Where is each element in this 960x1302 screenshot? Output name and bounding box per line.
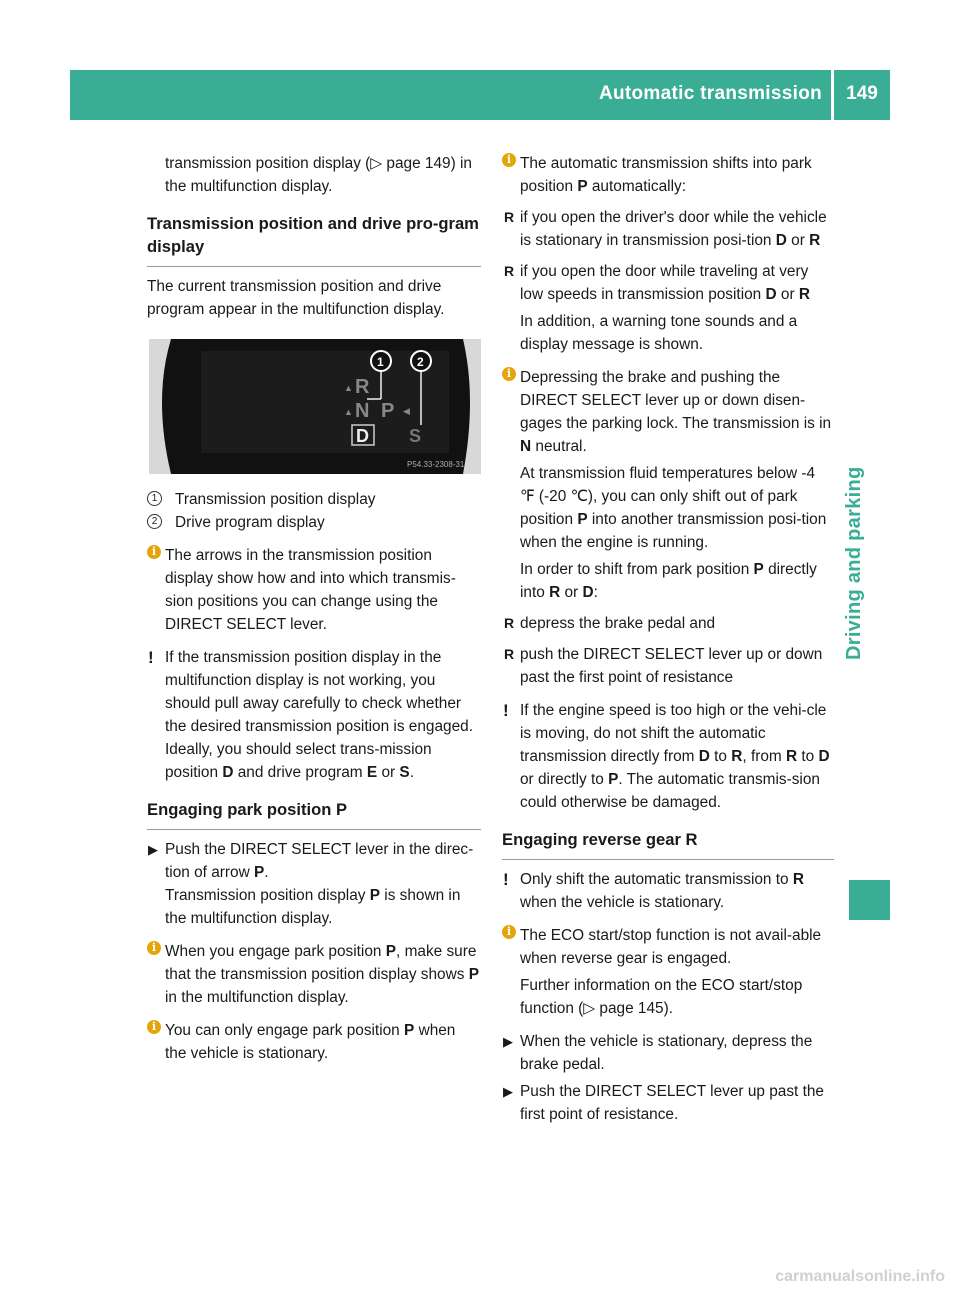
info-icon: i <box>147 1020 161 1034</box>
bullet-item <box>502 643 834 689</box>
bold-text: R <box>786 748 798 765</box>
bold-text: D <box>222 764 234 781</box>
info-icon: i <box>147 545 161 559</box>
info-note <box>147 1019 481 1065</box>
warning-icon: ! <box>148 648 154 667</box>
side-tab-title: Driving and parking <box>843 466 865 660</box>
step-item <box>502 1030 834 1076</box>
warning-text: . <box>409 764 414 781</box>
callout-2-label: 2 <box>417 355 424 369</box>
bold-text: N <box>520 438 532 455</box>
warning-text: or <box>377 764 400 781</box>
bold-text: R <box>731 748 743 765</box>
bold-text: R <box>809 232 821 249</box>
bullet-icon: R <box>504 646 515 662</box>
legend-text: Drive program display <box>175 514 325 531</box>
info-note <box>147 940 481 1009</box>
gear-label-n: N <box>355 400 370 422</box>
arrow-left-icon: ◀ <box>403 406 410 416</box>
info-note <box>502 152 834 198</box>
info-text: When you engage park position <box>165 943 386 960</box>
step-result <box>147 884 481 930</box>
legend-item <box>147 511 481 534</box>
info-text: into another transmission posi-tion when the engine is running. <box>520 511 827 551</box>
warning-note <box>147 646 481 784</box>
warning-text: or directly to <box>520 771 609 788</box>
info-text: The arrows in the transmission position display show how and into which transmis-sion positions you can change using the DIRECT SELECT lever. <box>165 547 456 633</box>
warning-text: Only shift the automatic transmission to <box>520 871 793 888</box>
info-paragraph <box>502 558 834 604</box>
info-text: : <box>593 584 598 601</box>
step-arrow-icon: ▶ <box>148 842 158 857</box>
callout-1-label: 1 <box>377 355 384 369</box>
info-text: In order to shift from park position <box>520 561 754 578</box>
bold-text: P <box>468 966 479 983</box>
intro-text: transmission position display (▷ page 149) in the multifunction display. <box>165 155 472 195</box>
warning-icon: ! <box>503 870 509 889</box>
warning-text: If the engine speed is too high or the vehi-cle is moving, do not shift the automatic transmission directly from <box>520 702 827 765</box>
step-text: When the vehicle is stationary, depress the brake pedal. <box>520 1033 813 1073</box>
bullet-text: if you open the door while traveling at very low speeds in transmission position <box>520 263 809 303</box>
bullet-item <box>502 612 834 635</box>
bullet-text: or <box>786 232 810 249</box>
warning-text: and drive program <box>233 764 367 781</box>
info-icon: i <box>502 153 516 167</box>
warning-text: . The automatic transmis-sion could otherwise be damaged. <box>520 771 820 811</box>
right-column <box>502 152 834 1126</box>
bold-text: R <box>798 286 811 303</box>
legend-number: 1 <box>147 491 162 506</box>
bullet-text: push the DIRECT SELECT lever up or down past the first point of resistance <box>520 646 823 686</box>
bullet-icon: R <box>504 263 515 279</box>
bullet-item <box>502 260 834 306</box>
step-arrow-icon: ▶ <box>503 1034 513 1049</box>
bold-text: P <box>404 1022 415 1039</box>
bold-text: S <box>399 764 410 781</box>
bold-text: D <box>818 748 830 765</box>
info-icon: i <box>502 367 516 381</box>
bold-text: P <box>253 864 265 881</box>
warning-note <box>502 868 834 914</box>
bullet-text: or <box>776 286 799 303</box>
left-column <box>147 152 481 1065</box>
step-text: . <box>264 864 269 881</box>
page-title: Automatic transmission <box>598 83 822 104</box>
step-arrow-icon: ▶ <box>503 1084 513 1099</box>
bold-text: D <box>775 232 787 249</box>
warning-text: If the transmission position display in the multifunction display is not working, you should pull away carefully to check whether the desired transmission position is engaged. Ideally, you should select trans-mission position <box>165 649 473 781</box>
warning-text: , from <box>742 748 786 765</box>
gear-label-d: D <box>356 426 369 446</box>
info-text: The automatic transmission shifts into park position <box>520 155 812 195</box>
step-text: Push the DIRECT SELECT lever up past the first point of resistance. <box>520 1083 824 1123</box>
bold-text: P <box>753 561 764 578</box>
bold-text: D <box>582 584 594 601</box>
bullet-text: if you open the driver's door while the vehicle is stationary in transmission posi-tion <box>520 209 827 249</box>
arrow-up-icon: ▲ <box>344 383 353 393</box>
legend-item <box>147 488 481 511</box>
info-paragraph <box>502 462 834 554</box>
info-text: neutral. <box>531 438 587 455</box>
info-text: The ECO start/stop function is not avail-able when reverse gear is engaged. <box>520 927 822 967</box>
bold-text: R <box>792 871 804 888</box>
info-text: At transmission fluid temperatures below -4 ℉ (-20 ℃), you can only shift out of park position <box>520 465 816 528</box>
bold-text: D <box>698 748 710 765</box>
info-text: automatically: <box>587 178 686 195</box>
section-title-position-display: Transmission position and drive pro-gram display <box>147 212 481 267</box>
step-item <box>502 1080 834 1126</box>
instrument-cluster-figure <box>149 339 481 474</box>
info-text: , make sure that the transmission position display shows <box>165 943 477 983</box>
bold-text: E <box>366 764 378 781</box>
warning-text: to <box>709 748 732 765</box>
info-text: You can only engage park position <box>165 1022 405 1039</box>
step-text: Push the DIRECT SELECT lever in the direc-tion of arrow <box>165 841 474 881</box>
bold-text: R <box>549 584 561 601</box>
info-icon: i <box>502 925 516 939</box>
step-item <box>147 838 481 884</box>
warning-text: to <box>797 748 819 765</box>
bold-text: P <box>577 178 588 195</box>
page-number: 149 <box>846 83 878 104</box>
info-paragraph: Further information on the ECO start/stop function (▷ page 145). <box>520 977 803 1017</box>
gear-label-p: P <box>381 400 395 422</box>
bullet-icon: R <box>504 209 515 225</box>
info-text: Depressing the brake and pushing the DIRECT SELECT lever up or down disen-gages the parking lock. The transmission is in <box>520 369 832 432</box>
bold-text: P <box>369 887 380 904</box>
info-text: or <box>560 584 583 601</box>
gear-label-r: R <box>355 376 370 398</box>
arrow-up-icon: ▲ <box>344 407 353 417</box>
info-text: in the multifunction display. <box>165 989 349 1006</box>
result-text: is shown in the multifunction display. <box>165 887 461 927</box>
info-tail: In addition, a warning tone sounds and a display message is shown. <box>520 313 798 353</box>
bold-text: P <box>608 771 619 788</box>
watermark: carmanualsonline.info <box>775 1268 945 1285</box>
section-title-park-position: Engaging park position P <box>147 798 481 830</box>
info-text: when the vehicle is stationary. <box>165 1022 456 1062</box>
bullet-text: depress the brake pedal and <box>520 615 716 632</box>
legend-text: Transmission position display <box>175 491 376 508</box>
warning-text: when the vehicle is stationary. <box>520 894 725 911</box>
bullet-item <box>502 206 834 252</box>
info-note <box>502 924 834 970</box>
info-note <box>502 366 834 458</box>
program-label-s: S <box>409 426 422 446</box>
warning-icon: ! <box>503 701 509 720</box>
info-note <box>147 544 481 636</box>
section-text: The current transmission position and drive program appear in the multifunction display. <box>147 278 445 318</box>
bullet-icon: R <box>504 615 515 631</box>
info-icon: i <box>147 941 161 955</box>
legend-number: 2 <box>147 514 162 529</box>
warning-note <box>502 699 834 814</box>
side-tab-marker <box>849 880 890 920</box>
bold-text: P <box>385 943 397 960</box>
info-text: directly into <box>520 561 817 601</box>
section-title-reverse-gear: Engaging reverse gear R <box>502 828 834 860</box>
result-text: Transmission position display <box>165 887 370 904</box>
bold-text: P <box>577 511 588 528</box>
bold-text: D <box>765 286 777 303</box>
figure-code: P54.33-2308-31 <box>407 460 465 469</box>
